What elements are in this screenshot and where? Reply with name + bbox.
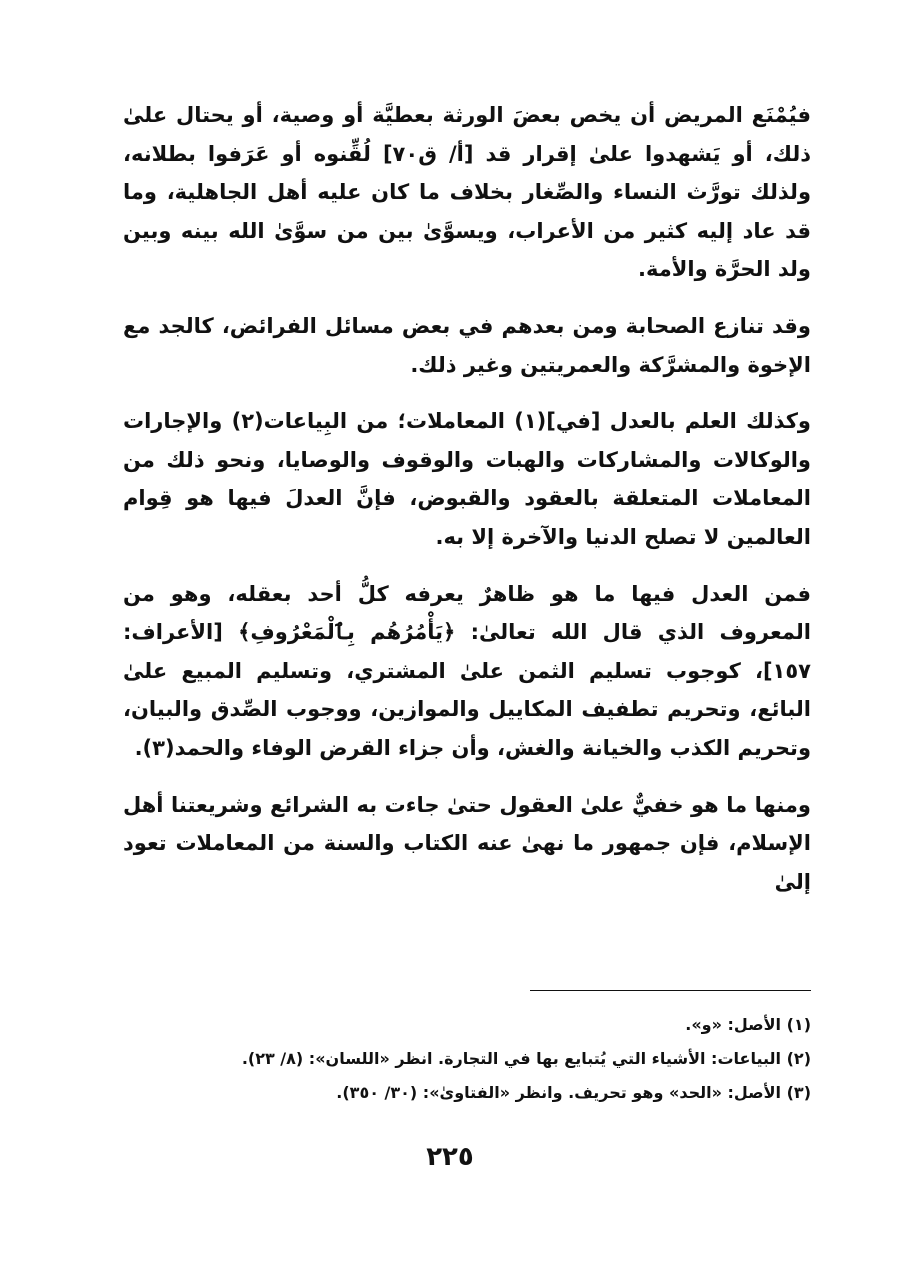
paragraph-4: فمن العدل فيها ما هو ظاهرٌ يعرفه كلُّ أحد بعقله، وهو من المعروف الذي قال الله تعالىٰ: ﴿يَأْمُرُهُم بِٱلْمَعْرُوفِ﴾ [الأعراف: ١٥٧]، كوجوب تسليم الثمن علىٰ المشتري، وتسليم المبيع علىٰ البائع، وتحريم تطفيف المكاييل والموازين، ووجوب الصِّدق والبيان، وتحريم الكذب والخيانة والغش، وأن جزاء القرض الوفاء والحمد(٣). [123,581,811,760]
paragraph-1: فيُمْنَع المريض أن يخص بعضَ الورثة بعطيَّة أو وصية، أو يحتال علىٰ ذلك، أو يَشهدوا علىٰ إقرار قد [أ/ ق٧٠] لُقِّنوه أو عَرَفوا بطلانه، ولذلك تورَّث النساء والصِّغار بخلاف ما كان عليه أهل الجاهلية، وما قد عاد إليه كثير من الأعراب، ويسوَّىٰ بين من سوَّىٰ الله بينه وبين ولد الحرَّة والأمة. [123,103,811,282]
footnotes [123,1008,811,1110]
footnote-2: (٢) البياعات: الأشياء التي يُتبايع بها في التجارة. انظر «اللسان»: (٨/ ٢٣). [241,1049,811,1068]
paragraph-5: ومنها ما هو خفيٌّ علىٰ العقول حتىٰ جاءت به الشرائع وشريعتنا أهل الإسلام، فإن جمهور ما نهىٰ عنه الكتاب والسنة من المعاملات تعود إلىٰ [123,792,811,894]
paragraph-3: وكذلك العلم بالعدل [في](١) المعاملات؛ من البِياعات(٢) والإجارات والوكالات والمشاركات والهبات والوقوف والوصايا، ونحو ذلك من المعاملات المتعلقة بالعقود والقبوض، فإنَّ العدلَ فيها هو قِوام العالمين لا تصلح الدنيا والآخرة إلا به. [123,409,811,549]
footnote-divider [530,990,811,991]
main-text [123,96,811,919]
page-number: ٢٢٥ [426,1142,474,1172]
footnote-3: (٣) الأصل: «الحد» وهو تحريف. وانظر «الفتاوىٰ»: (٣٠/ ٣٥٠). [336,1083,811,1102]
footnote-1: (١) الأصل: «و». [685,1015,811,1034]
paragraph-2: وقد تنازع الصحابة ومن بعدهم في بعض مسائل الفرائض، كالجد مع الإخوة والمشرَّكة والعمريتين وغير ذلك. [123,313,811,377]
